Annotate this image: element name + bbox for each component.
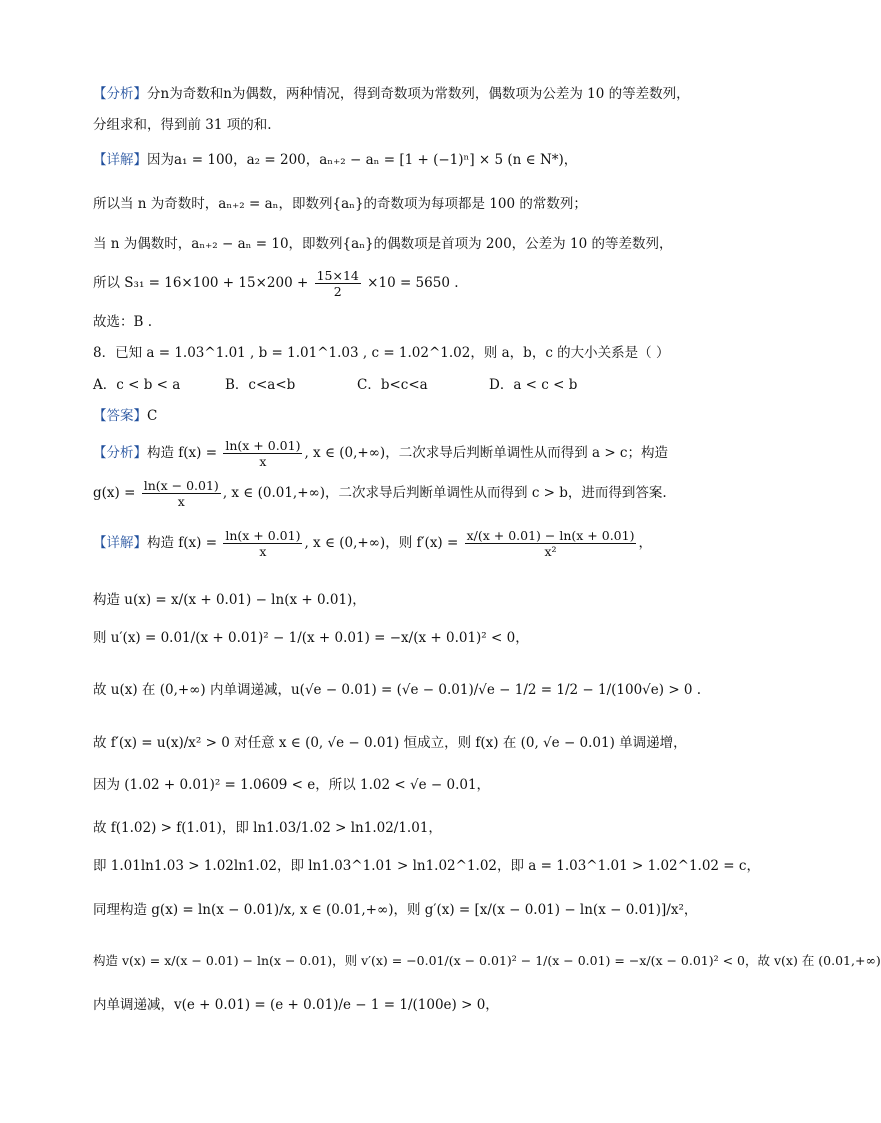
analysis2-line-2 (93, 476, 754, 510)
detail2-line-1 (93, 523, 754, 563)
g-fraction-denominator: x (177, 494, 185, 509)
choose-line: 故选：B . (93, 314, 153, 330)
answer-value: C (147, 408, 158, 424)
option-d: D．a < c < b (489, 377, 578, 393)
analysis-line-1 (93, 84, 754, 104)
g-line-1: 同理构造 g(x) = ln(x − 0.01)/x, x ∈ (0.01,+∞)，则 g′(x) = [x/(x − 0.01) − ln(x − 0.01)]/x²， (93, 902, 698, 918)
analysis2-text-a: 构造 f(x) = (147, 445, 218, 461)
analysis-line-2: 分组求和，得到前 31 项的和. (93, 117, 272, 133)
fprime-numerator: x/(x + 0.01) − ln(x + 0.01) (466, 528, 635, 543)
analysis-text-1: 分n为奇数和n为偶数，两种情况，得到奇数项为常数列，偶数项为公差为 10 的等差数列， (147, 86, 690, 102)
f-line-3: 故 f(1.02) > f(1.01)，即 ln1.03/1.02 > ln1.02/1.01， (93, 820, 442, 836)
analysis2-text-d: , x ∈ (0.01,+∞)，二次求导后判断单调性从而得到 c > b，进而得到答案. (222, 485, 667, 501)
d-fraction-numerator: ln(x + 0.01) (225, 528, 301, 543)
detail-label: 【详解】 (93, 152, 147, 168)
sum-fraction (315, 268, 361, 299)
detail-line-3: 当 n 为偶数时，aₙ₊₂ − aₙ = 10，即数列{aₙ}的偶数项是首项为 200，公差为 10 的等差数列， (93, 236, 673, 252)
d-fraction-denominator: x (259, 544, 267, 559)
analysis2-text-b: , x ∈ (0,+∞)，二次求导后判断单调性从而得到 a > c；构造 (304, 445, 668, 461)
options-row (93, 375, 754, 395)
fprime-denominator: x² (544, 544, 557, 559)
option-b: B．c<a<b (225, 377, 296, 393)
u-line-1: 构造 u(x) = x/(x + 0.01) − ln(x + 0.01)， (93, 592, 366, 608)
fprime-fraction (465, 528, 637, 559)
detail2-text-b: , x ∈ (0,+∞)，则 f′(x) = (304, 535, 459, 551)
sum-text-right: ×10 = 5650 . (367, 275, 459, 291)
u-line-2: 则 u′(x) = 0.01/(x + 0.01)² − 1/(x + 0.01) = −x/(x + 0.01)² < 0， (93, 630, 529, 646)
option-a: A．c < b < a (93, 377, 181, 393)
u-line-3: 故 u(x) 在 (0,+∞) 内单调递减，u(√e − 0.01) = (√e − 0.01)/√e − 1/2 = 1/2 − 1/(100√e) > 0 . (93, 682, 702, 698)
sum-fraction-numerator: 15×14 (316, 268, 359, 283)
sum-fraction-denominator: 2 (333, 284, 342, 299)
f-line-1: 故 f′(x) = u(x)/x² > 0 对任意 x ∈ (0, √e − 0.01) 恒成立，则 f(x) 在 (0, √e − 0.01) 单调递增， (93, 735, 687, 751)
d-fraction (223, 528, 302, 559)
detail-text-1: 因为a₁ = 100，a₂ = 200，aₙ₊₂ − aₙ = [1 + (−1)ⁿ] × 5 (n ∈ N*)， (147, 152, 578, 168)
detail-line-1 (93, 150, 754, 170)
f-fraction (223, 438, 302, 469)
g-fraction (142, 478, 221, 509)
v-line-1: 构造 v(x) = x/(x − 0.01) − ln(x − 0.01)，则 v′(x) = −0.01/(x − 0.01)² − 1/(x − 0.01) = −x/(x − 0.01)² < 0，故 v(x) 在 (0.01,+∞) (93, 953, 881, 968)
v-line-2: 内单调递减，v(e + 0.01) = (e + 0.01)/e − 1 = 1/(100e) > 0， (93, 997, 499, 1013)
analysis2-text-c: g(x) = (93, 485, 136, 501)
question-8: 8．已知 a = 1.03^1.01 , b = 1.01^1.03 , c = 1.02^1.02，则 a，b，c 的大小关系是（ ） (93, 345, 670, 361)
answer-line (93, 406, 754, 426)
detail2-text-c: ， (638, 535, 652, 551)
f-line-2: 因为 (1.02 + 0.01)² = 1.0609 < e，所以 1.02 < √e − 0.01， (93, 777, 491, 793)
option-c: C．b<c<a (357, 377, 428, 393)
f-line-4: 即 1.01ln1.03 > 1.02ln1.02，即 ln1.03^1.01 > ln1.02^1.02，即 a = 1.03^1.01 > 1.02^1.02 = c， (93, 858, 760, 874)
g-fraction-numerator: ln(x − 0.01) (143, 478, 219, 493)
analysis2-label: 【分析】 (93, 445, 147, 461)
detail-line-2: 所以当 n 为奇数时，aₙ₊₂ = aₙ，即数列{aₙ}的奇数项为每项都是 100 的常数列； (93, 196, 587, 212)
f-fraction-numerator: ln(x + 0.01) (225, 438, 301, 453)
detail-line-4 (93, 266, 754, 300)
analysis-label: 【分析】 (93, 86, 147, 102)
f-fraction-denominator: x (259, 454, 267, 469)
answer-label: 【答案】 (93, 408, 147, 424)
analysis2-line-1 (93, 436, 754, 470)
detail2-text-a: 构造 f(x) = (147, 535, 218, 551)
detail2-label: 【详解】 (93, 535, 147, 551)
sum-text-left: 所以 S₃₁ = 16×100 + 15×200 + (93, 275, 309, 291)
